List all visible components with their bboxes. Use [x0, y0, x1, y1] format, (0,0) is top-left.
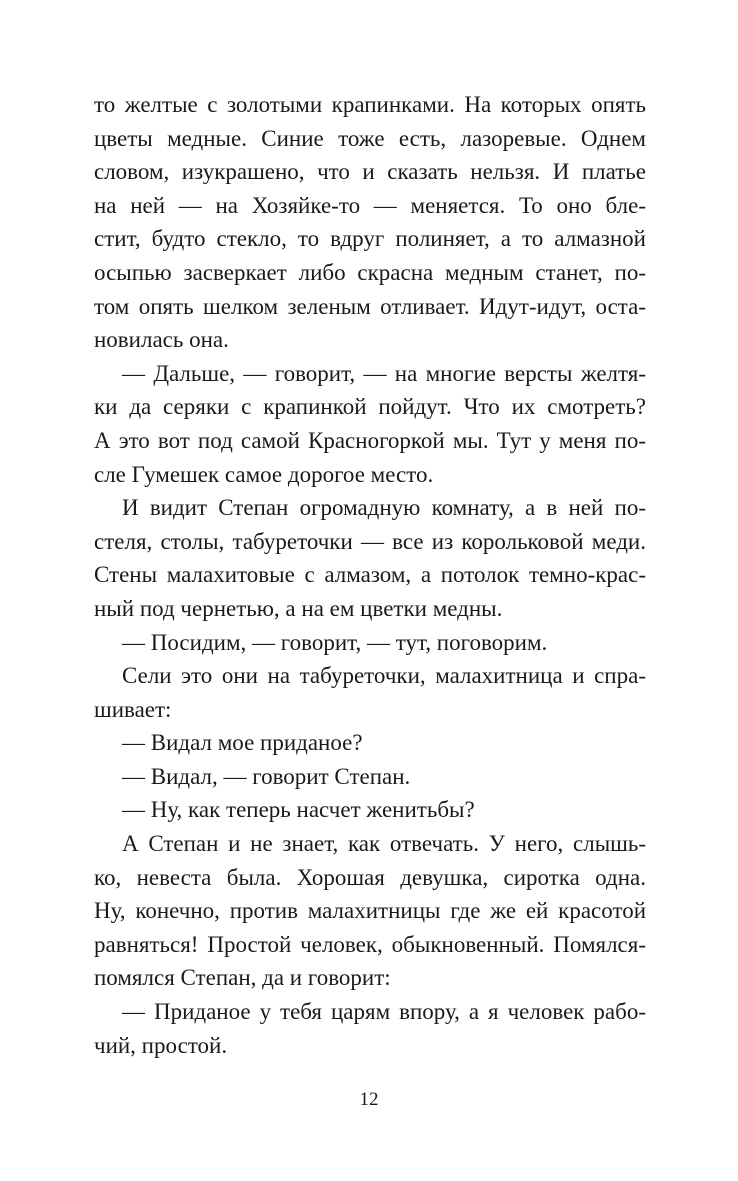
text-line: ко, невеста была. Хорошая девушка, сиротка одна. [94, 864, 646, 890]
text-line: то желтые с золотыми крапинками. На которых опять [94, 92, 646, 117]
dialogue-line: — Приданое у тебя царям впору, а я человек рабо- [122, 999, 646, 1025]
text-line: А это вот под самой Красногоркой мы. Тут у меня по- [94, 427, 646, 453]
text-line: осыпью засверкает либо скрасна медным станет, по- [94, 259, 646, 285]
text-line: на ней — на Хозяйке-то — меняется. То оно бле- [94, 192, 646, 218]
dialogue-line: — Посидим, — говорит, — тут, поговорим. [122, 629, 548, 655]
text-line: ки да серяки с крапинкой пойдут. Что их смотреть? [94, 394, 646, 420]
dialogue-line: — Видал, — говорит Степан. [122, 763, 411, 789]
text-line: стеля, столы, табуреточки — все из корольковой меди. [94, 528, 646, 554]
text-line: сле Гумешек самое дорогое место. [94, 461, 434, 487]
text-line: Стены малахитовые с алмазом, а потолок темно-крас- [94, 562, 646, 588]
text-line: ный под чернетью, а на ем цветки медны. [94, 595, 503, 621]
text-line: Ну, конечно, против малахитницы где же ей красотой [94, 898, 646, 924]
dialogue-line: — Видал мое приданое? [122, 730, 363, 756]
book-page-text [94, 88, 646, 1062]
dialogue-line: — Ну, как теперь насчет женитьбы? [122, 797, 475, 823]
dialogue-line: — Дальше, — говорит, — на многие версты желтя- [122, 360, 646, 386]
text-line: равняться! Простой человек, обыкновенный. Помялся- [94, 931, 646, 957]
text-line: том опять шелком зеленым отливает. Идут-идут, оста- [94, 293, 646, 319]
text-line: словом, изукрашено, что и сказать нельзя. И платье [94, 159, 646, 185]
paragraph-start-line: Сели это они на табуреточки, малахитница и спра- [122, 663, 646, 689]
paragraph-start-line: И видит Степан огромадную комнату, а в ней по- [122, 495, 646, 521]
text-line: стит, будто стекло, то вдруг полиняет, а то алмазной [94, 226, 646, 252]
paragraph-start-line: А Степан и не знает, как отвечать. У него, слышь- [122, 831, 646, 857]
text-line: шивает: [94, 696, 172, 722]
text-line: цветы медные. Синие тоже есть, лазоревые. Однем [94, 125, 646, 151]
text-line: новилась она. [94, 327, 229, 353]
page-number: 12 [359, 1089, 379, 1110]
text-line: чий, простой. [94, 1032, 228, 1058]
text-line: помялся Степан, да и говорит: [94, 965, 391, 991]
